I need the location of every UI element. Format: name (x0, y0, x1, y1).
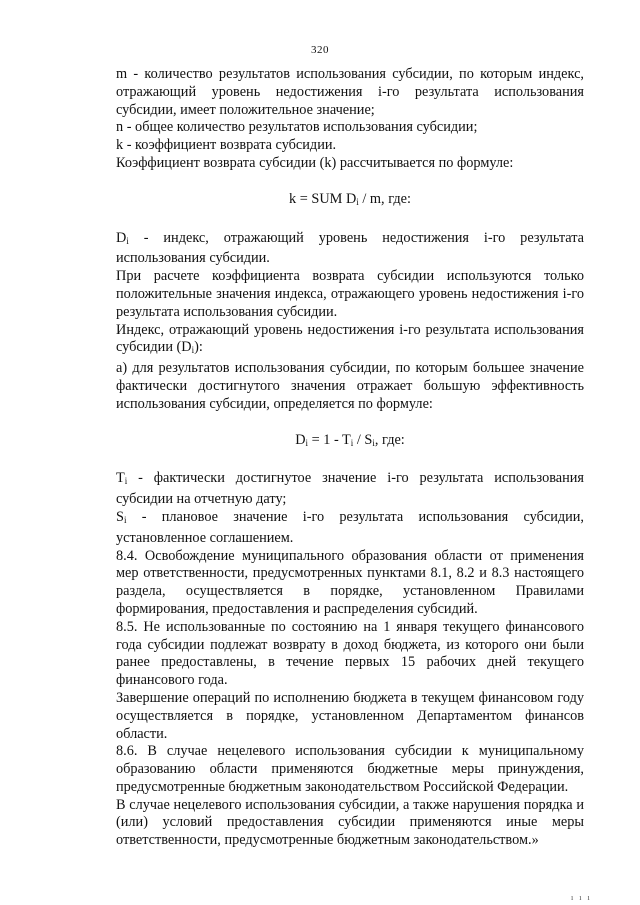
formula-d-part: , где: (374, 431, 405, 448)
page-number: 320 (311, 44, 329, 56)
paragraph-misuse-liability: В случае нецелевого использования субсидии, а также нарушения порядка и (или) условий предоставления субсидии применяются иные меры ответственности, предусмотренные бюджетным законодательством.» (116, 796, 584, 849)
paragraph-ti-definition (116, 470, 584, 509)
paragraph-8-5: 8.5. Не использованные по состоянию на 1 января текущего финансового года субсидии подлежат возврату в доход бюджета, из которого они были ранее предоставлены, в течение первых 15 рабочих дней текущего финансового года. (116, 618, 584, 689)
ti-text: - фактически достигнутое значение i-го результата использования субсидии на отчетную дату; (116, 470, 584, 508)
paragraph-k-formula-intro: Коэффициент возврата субсидии (k) рассчитывается по формуле: (116, 154, 514, 171)
formula-k-subscript: i (356, 196, 359, 207)
formula-d-part: D (295, 431, 306, 448)
paragraph-di-definition (116, 230, 584, 269)
paragraph-budget-completion: Завершение операций по исполнению бюджета в текущем финансовом году осуществляется в порядке, установленном Департаментом финансов области. (116, 689, 584, 742)
formula-d-part: = 1 - T (308, 431, 351, 448)
index-subscript: i (191, 345, 195, 356)
formula-d-subscript: i (350, 437, 354, 448)
paragraph-8-6: 8.6. В случае нецелевого использования субсидии к муниципальному образованию области применяются бюджетные меры принуждения, предусмотренные бюджетным законодательством Российской Федерации. (116, 743, 584, 795)
formula-k (116, 191, 584, 212)
index-text: Индекс, отражающий уровень недостижения i-го результата использования субсидии (D (116, 321, 584, 356)
di-subscript: i (126, 235, 129, 246)
si-symbol: S (116, 508, 124, 525)
formula-d-subscript: i (372, 437, 375, 448)
formula-d (116, 432, 584, 453)
paragraph-a: а) для результатов использования субсидии, по которым большее значение фактически достигнутого значения отражает большую эффективность использования субсидии, определяется по формуле: (116, 360, 584, 412)
index-text: ): (194, 339, 203, 356)
formula-d-part: / S (353, 431, 373, 448)
si-subscript: i (123, 514, 127, 525)
si-text: - плановое значение i-го результата использования субсидии, установленное соглашением. (116, 508, 584, 546)
formula-d-subscript: i (305, 437, 309, 448)
ti-subscript: i (124, 476, 128, 487)
document-body (116, 66, 584, 850)
paragraph-si-definition (116, 509, 584, 548)
di-text: - индекс, отражающий уровень недостижения i-го результата использования субсидии. (116, 229, 584, 267)
paragraph-index-intro (116, 322, 584, 361)
ti-symbol: T (116, 470, 125, 487)
formula-k-part: / m, где: (358, 190, 411, 207)
paragraph-k-definition: k - коэффициент возврата субсидии. (116, 137, 337, 154)
paragraph-8-4: 8.4. Освобождение муниципального образования области от применения мер ответственности, предусмотренных пунктами 8.1, 8.2 и 8.3 настоящего раздела, осуществляется в порядке, установленном Правилами формирования, предоставления и распределения субсидий. (116, 547, 584, 617)
paragraph-positive-values: При расчете коэффициента возврата субсидии используются только положительные значения индекса, отражающего уровень недостижения i-го результата использования субсидии. (116, 268, 584, 320)
di-symbol: D (116, 229, 127, 246)
footer-mark: ı ı ı (571, 893, 592, 902)
paragraph-m-definition: m - количество результатов использования субсидии, по которым индекс, отражающий уровень недостижения i-го результата использования субсидии, имеет положительное значение; (116, 66, 584, 118)
paragraph-n-definition: n - общее количество результатов использования субсидии; (116, 119, 478, 136)
formula-k-part: k = SUM D (289, 190, 357, 207)
